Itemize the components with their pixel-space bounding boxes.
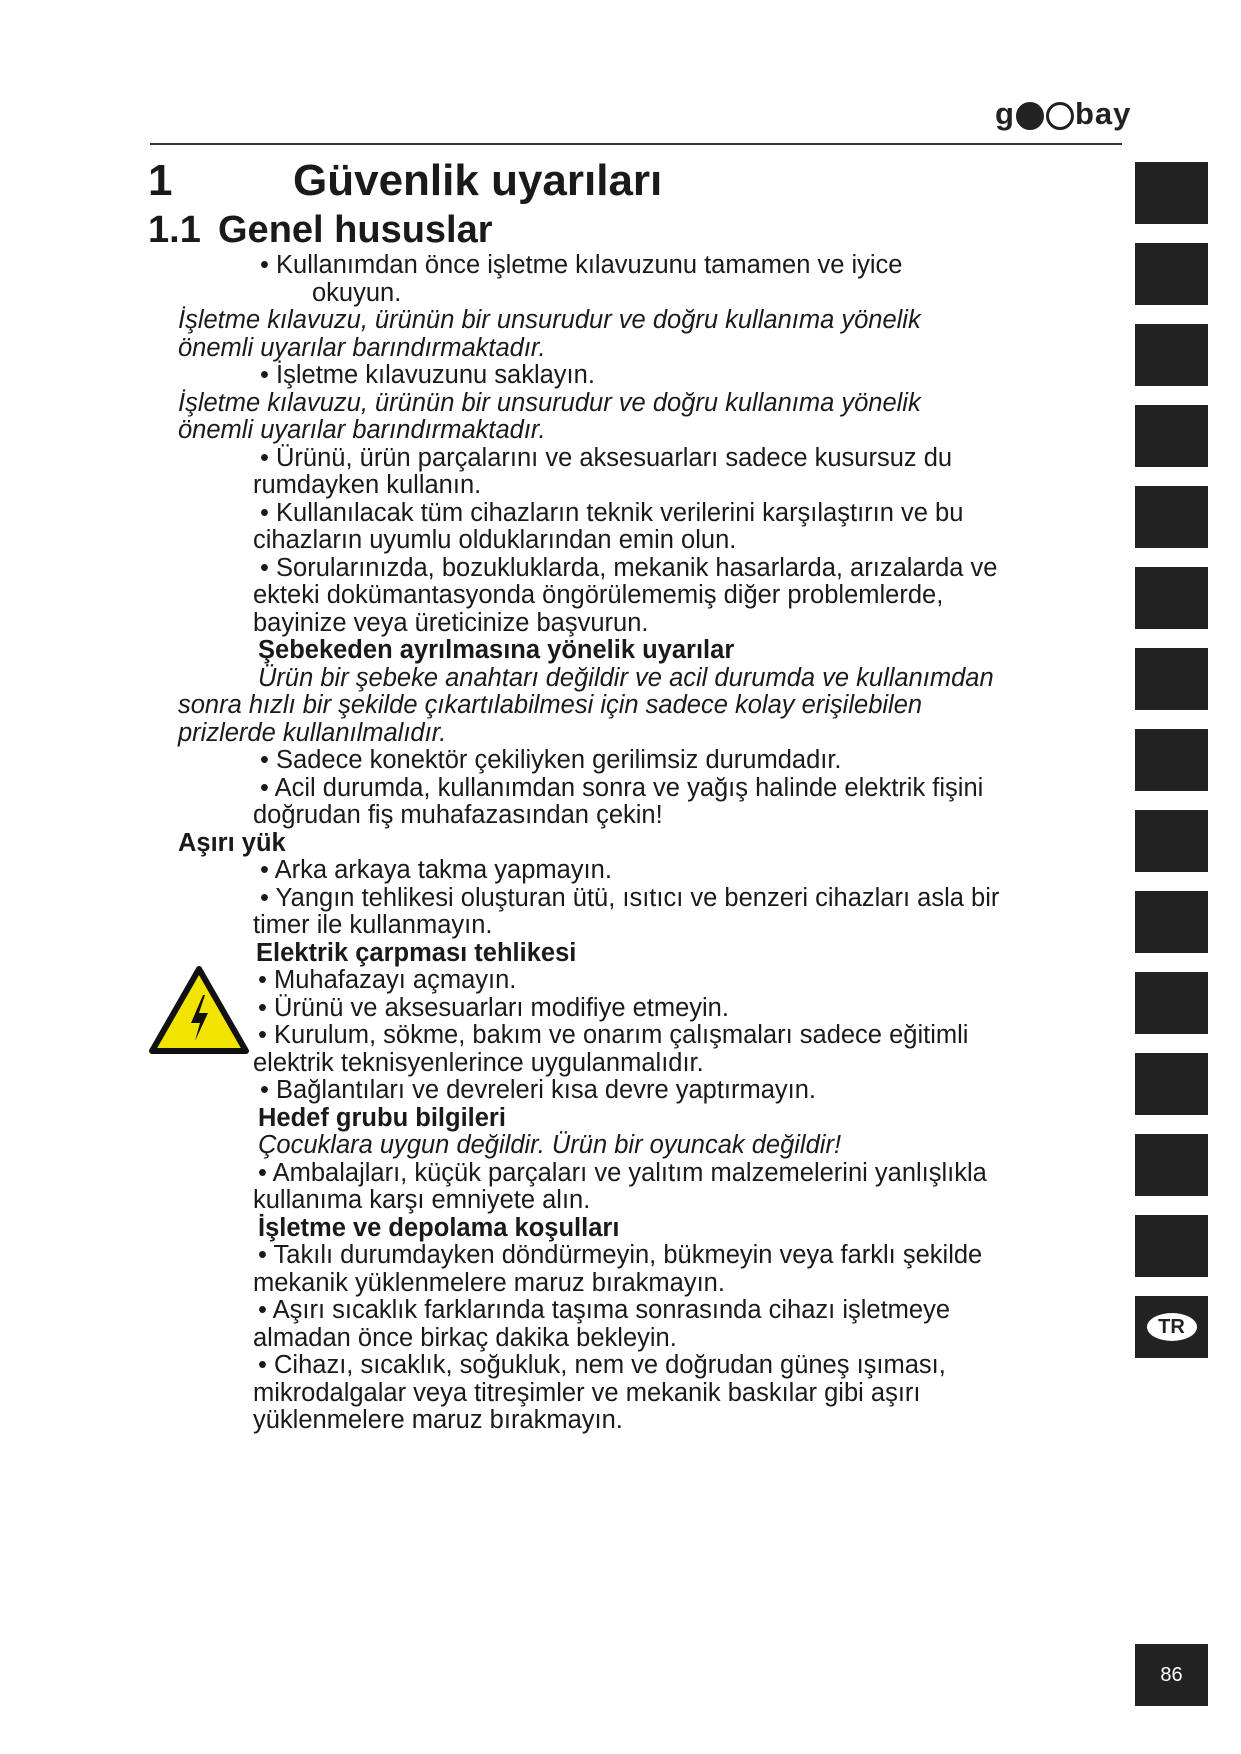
- text-line: • Sorularınızda, bozukluklarda, mekanik hasarlarda, arızalarda ve: [260, 553, 998, 582]
- subsection-number: 1.1: [148, 209, 201, 251]
- text-line: elektrik teknisyenlerince uygulanmalıdır.: [253, 1048, 704, 1077]
- text-line: • Kullanılacak tüm cihazların teknik verilerini karşılaştırın ve bu: [260, 498, 964, 527]
- text-line: • Kurulum, sökme, bakım ve onarım çalışmaları sadece eğitimli: [258, 1021, 969, 1049]
- text-line: • Bağlantıları ve devreleri kısa devre yaptırmayın.: [260, 1076, 817, 1104]
- language-tab[interactable]: [1135, 162, 1208, 224]
- section-number: 1: [148, 156, 173, 205]
- text-line: ekteki dokümantasyonda öngörülememiş diğer problemlerde,: [253, 581, 944, 609]
- text-line: bayinize veya üreticinize başvurun.: [253, 608, 649, 637]
- tr-badge: TR: [1147, 1313, 1197, 1341]
- text-line: Ürün bir şebeke anahtarı değildir ve acil durumda ve kullanımdan: [258, 663, 994, 692]
- text-line: • Arka arkaya takma yapmayın.: [260, 856, 612, 884]
- text-line: • Ürünü, ürün parçalarını ve aksesuarları sadece kusursuz du: [260, 443, 953, 472]
- text-line: Elektrik çarpması tehlikesi: [256, 938, 577, 967]
- language-tab[interactable]: [1135, 729, 1208, 791]
- goobay-logo: [995, 96, 1131, 132]
- text-line: cihazların uyumlu olduklarından emin olun.: [253, 526, 737, 554]
- text-line: • Acil durumda, kullanımdan sonra ve yağış halinde elektrik fişini: [260, 773, 984, 802]
- logo-circle-dark: [1016, 102, 1044, 130]
- text-line: İşletme kılavuzu, ürünün bir unsurudur ve doğru kullanıma yönelik: [178, 388, 921, 417]
- text-line: • İşletme kılavuzunu saklayın.: [260, 361, 595, 389]
- text-line: • Takılı durumdayken döndürmeyin, bükmeyin veya farklı şekilde: [258, 1241, 983, 1269]
- subsection-heading: [148, 209, 493, 252]
- language-tab-tr[interactable]: [1135, 1296, 1208, 1358]
- text-line: yüklenmelere maruz bırakmayın.: [253, 1406, 623, 1434]
- text-line: önemli uyarılar barındırmaktadır.: [178, 416, 546, 444]
- text-line: • Ürünü ve aksesuarları modifiye etmeyin.: [258, 993, 729, 1022]
- text-line: • Cihazı, sıcaklık, soğukluk, nem ve doğrudan güneş ışıması,: [258, 1351, 946, 1379]
- language-tabs: [1135, 162, 1208, 1338]
- text-line: Hedef grubu bilgileri: [258, 1103, 506, 1132]
- text-line: • Muhafazayı açmayın.: [258, 966, 517, 994]
- text-line: timer ile kullanmayın.: [253, 911, 493, 939]
- language-tab[interactable]: [1135, 810, 1208, 872]
- text-line: • Ambalajları, küçük parçaları ve yalıtım malzemelerini yanlışlıkla: [258, 1158, 987, 1187]
- text-line: doğrudan fiş muhafazasından çekin!: [253, 801, 663, 829]
- text-line: Çocuklara uygun değildir. Ürün bir oyuncak değildir!: [258, 1131, 842, 1159]
- electric-shock-warning-icon: [148, 965, 250, 1057]
- text-line: Aşırı yük: [178, 828, 286, 857]
- text-line: mekanik yüklenmelere maruz bırakmayın.: [253, 1268, 725, 1297]
- language-tab[interactable]: [1135, 486, 1208, 548]
- language-tab[interactable]: [1135, 324, 1208, 386]
- language-tab[interactable]: [1135, 972, 1208, 1034]
- language-tab[interactable]: [1135, 567, 1208, 629]
- section-heading: [148, 156, 662, 206]
- language-tab[interactable]: [1135, 405, 1208, 467]
- header-rule: [150, 143, 1122, 145]
- logo-text-left: g: [995, 96, 1015, 131]
- body-text: [0, 252, 1130, 1435]
- language-tab[interactable]: [1135, 1053, 1208, 1115]
- text-line: • Kullanımdan önce işletme kılavuzunu tamamen ve iyice: [260, 251, 903, 279]
- text-line: rumdayken kullanın.: [253, 471, 482, 499]
- text-line: Şebekeden ayrılmasına yönelik uyarılar: [258, 636, 735, 664]
- text-line: prizlerde kullanılmalıdır.: [178, 718, 447, 747]
- language-tab[interactable]: [1135, 891, 1208, 953]
- language-tab[interactable]: [1135, 648, 1208, 710]
- text-line: kullanıma karşı emniyete alın.: [253, 1186, 591, 1214]
- page-number: 86: [1135, 1644, 1208, 1706]
- text-line: sonra hızlı bir şekilde çıkartılabilmesi için sadece kolay erişilebilen: [178, 691, 923, 719]
- language-tab[interactable]: [1135, 1134, 1208, 1196]
- text-line: önemli uyarılar barındırmaktadır.: [178, 333, 546, 362]
- text-line: • Yangın tehlikesi oluşturan ütü, ısıtıcı ve benzeri cihazları asla bir: [260, 883, 1000, 912]
- language-tab[interactable]: [1135, 243, 1208, 305]
- text-line: almadan önce birkaç dakika bekleyin.: [253, 1323, 677, 1352]
- text-line: mikrodalgalar veya titreşimler ve mekanik baskılar gibi aşırı: [253, 1378, 921, 1407]
- language-tab[interactable]: [1135, 1215, 1208, 1277]
- text-line: • Aşırı sıcaklık farklarında taşıma sonrasında cihazı işletmeye: [258, 1296, 951, 1324]
- logo-text-right: bay: [1074, 96, 1132, 131]
- text-line: okuyun.: [312, 278, 402, 307]
- subsection-title: Genel hususlar: [218, 209, 493, 251]
- text-line: • Sadece konektör çekiliyken gerilimsiz durumdadır.: [260, 746, 842, 774]
- section-title: Güvenlik uyarıları: [293, 156, 663, 205]
- logo-circle-light: [1046, 102, 1074, 130]
- text-line: İşletme ve depolama koşulları: [258, 1213, 620, 1242]
- text-line: İşletme kılavuzu, ürünün bir unsurudur ve doğru kullanıma yönelik: [178, 306, 921, 334]
